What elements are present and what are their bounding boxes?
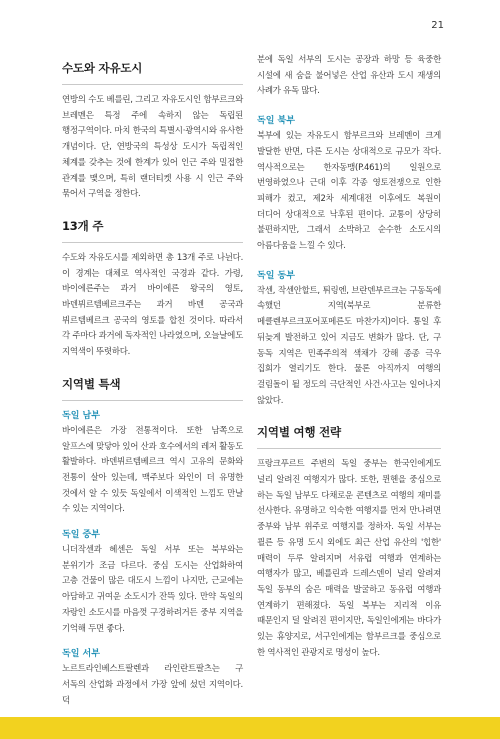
section-paragraph: 연방의 수도 베를린, 그리고 자유도시인 함부르크와 브레멘은 특정 주에 속하지 않는 독립된 행정구역이다. 마치 한국의 특별시·광역시와 유사한 개념이다. 단, 연방국의 특성상 도시가 독립적인 체계를 갖추는 것에 한계가 있어 인근 주와 밀접한 관계를 맺으며, 특히 랜더티켓 사용 시 인근 주와 묶어서 구역을 정한다. bbox=[62, 94, 243, 199]
section-regional-features bbox=[62, 376, 243, 709]
section-heading: 지역별 특색 bbox=[62, 376, 243, 401]
subheading-south: 독일 남부 bbox=[62, 410, 100, 421]
section-paragraph: 수도와 자유도시를 제외하면 총 13개 주로 나뉜다. 이 경계는 대체로 역사적인 국경과 같다. 가령, 바이에른주는 과거 바이에른 왕국의 영토, 바덴뷔르템베르크주는 과거 바덴 공국과 뷔르템베르크 공국의 영토를 합친 것이다. 따라서 각 주마다 과거에 독자적인 나라였으며, 오늘날에도 지역색이 뚜렷하다. bbox=[62, 251, 243, 357]
section-heading: 수도와 자유도시 bbox=[62, 60, 243, 85]
subsection-paragraph: 북부에 있는 자유도시 함부르크와 브레멘이 크게 발달한 반면, 다른 도시는 상대적으로 규모가 작다. 역사적으로는 한자동맹(P.461)의 일원으로 번영하였으나 근대 이후 각종 영토전쟁으로 인한 피해가 컸고, 제2차 세계대전 이후에도 복원이 더디어 상대적으로 낙후된 편이다. 교통이 상당히 불편하지만, 그래서 소박하고 순수한 소도시의 아름다움을 느낄 수 있다. bbox=[257, 130, 441, 251]
right-column bbox=[257, 52, 441, 661]
page-number: 21 bbox=[431, 20, 444, 31]
bottom-color-band bbox=[0, 717, 500, 739]
subheading-east: 독일 동부 bbox=[257, 270, 295, 281]
subsection-paragraph: 작센, 작센안할트, 튀링엔, 브란덴부르크는 구동독에 속했던 지역(북부로 분류한 메클렌부르크포어포메른도 마찬가지)이다. 통일 후 뒤늦게 발전하고 있어 지금도 변화가 많다. 단, 구 동독 지역은 민족주의적 색채가 강해 종종 극우 집회가 열리기도 한다. 물론 아직까지 여행의 걸림돌이 될 정도의 극단적인 사건·사고는 일어나지 않았다. bbox=[257, 284, 441, 405]
section-paragraph: 프랑크푸르트 주변의 독일 중부는 한국인에게도 널리 알려진 여행지가 많다. 또한, 뮌헨을 중심으로 하는 독일 남부도 다채로운 콘텐츠로 여행의 재미를 선사한다. 유명하고 익숙한 여행지를 먼저 만나려면 중부와 남부 위주로 여행지를 정하자. 독일 서부는 쾰른 등 유명 도시 외에도 최근 산업 유산의 '힙한' 매력이 두루 알려지며 서유럽 여행과 연계하는 여행자가 많고, 베를린과 드레스덴이 널리 알려져 독일 동부의 숨은 매력을 발굴하고 동유럽 여행과 연계하기 편해졌다. 독일 북부는 지리적 이유 때문인지 덜 알려진 편이지만, 독일인에게는 바다가 있는 휴양지로, 서구인에게는 함부르크를 중심으로 한 역사적인 관광지로 명성이 높다. bbox=[257, 458, 441, 657]
continuation-paragraph: 분에 독일 서부의 도시는 공장과 하망 등 육중한 시설에 새 숨을 불어넣은 산업 유산과 도시 재생의 사례가 유독 많다. bbox=[257, 54, 441, 96]
subheading-north: 독일 북부 bbox=[257, 116, 295, 127]
section-heading: 13개 주 bbox=[62, 218, 243, 243]
subsection-paragraph: 노르트라인베스트팔렌과 라인란트팔츠는 구 서독의 산업화 과정에서 가장 앞에 섰던 지역이다. 덕 bbox=[62, 663, 243, 705]
section-travel-strategy bbox=[257, 424, 441, 660]
subheading-central: 독일 중부 bbox=[62, 530, 100, 541]
subsection-paragraph: 니더작센과 헤센은 독일 서부 또는 북부와는 분위기가 조금 다르다. 중심 도시는 산업화하여 고층 건물이 많은 대도시 느낌이 나지만, 근교에는 아담하고 귀여운 소도시가 잔뜩 있다. 만약 독일의 자랑인 소도시를 마음껏 구경하려거든 중부 지역을 기억해 두면 좋다. bbox=[62, 544, 243, 633]
section-heading: 지역별 여행 전략 bbox=[257, 424, 441, 449]
subsection-paragraph: 바이에른은 가장 전통적이다. 또한 남쪽으로 알프스에 맞닿아 있어 산과 호수에서의 레저 활동도 활발하다. 바덴뷔르템베르크 역시 고유의 문화와 전통이 살아 있는데, 맥주보다 와인이 더 유명한 것에서 알 수 있듯 독일에서 이색적인 느낌도 만날 수 있는 지역이다. bbox=[62, 424, 243, 514]
subheading-west: 독일 서부 bbox=[62, 649, 100, 660]
section-13-states bbox=[62, 218, 243, 360]
left-column bbox=[62, 52, 243, 708]
section-capital-cities bbox=[62, 60, 243, 202]
